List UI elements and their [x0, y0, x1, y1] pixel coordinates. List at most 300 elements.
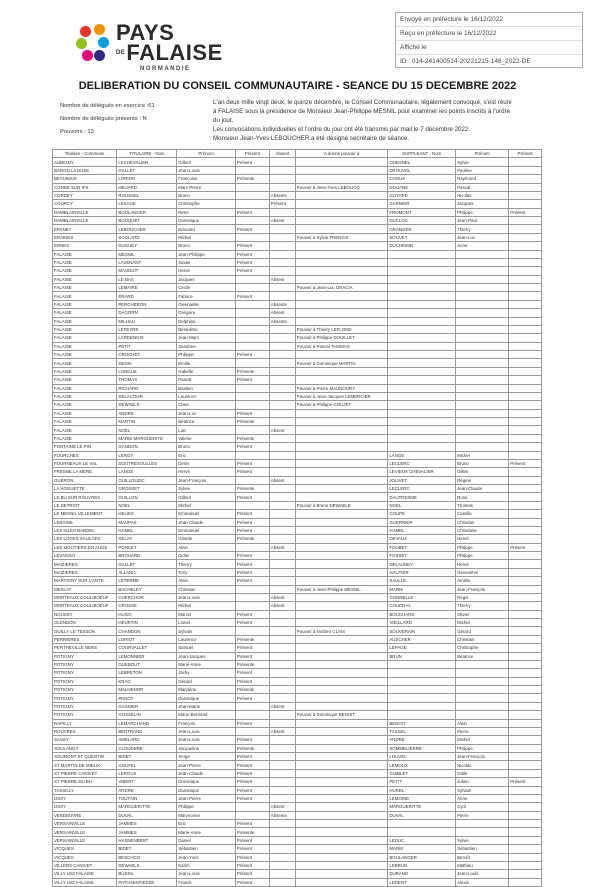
table-cell: LEFEVRE: [117, 325, 177, 333]
table-cell: Absent: [269, 275, 295, 283]
table-cell: [295, 593, 388, 601]
table-cell: [509, 686, 542, 694]
table-cell: Jean-Louis: [177, 593, 236, 601]
table-cell: [235, 727, 269, 735]
table-cell: Jean-Claude: [177, 769, 236, 777]
table-cell: [388, 384, 456, 392]
table-row: [53, 317, 542, 325]
table-cell: [509, 510, 542, 518]
table-cell: LONGUE: [117, 367, 177, 375]
table-cell: [295, 191, 388, 199]
table-cell: Présente: [235, 744, 269, 752]
table-cell: [295, 217, 388, 225]
stamp-line: ID : 014-241400514-20221215-146_2022-DE: [400, 58, 531, 65]
table-cell: POTIGNY: [53, 677, 117, 685]
table-cell: [456, 258, 509, 266]
table-cell: Jean-Pierre: [177, 761, 236, 769]
table-cell: [295, 644, 388, 652]
table-cell: LE BAS: [117, 275, 177, 283]
table-cell: BEAUMAIS: [53, 175, 117, 183]
table-cell: Jean-Louis: [177, 870, 236, 878]
table-cell: [295, 769, 388, 777]
table-cell: FONTAINE LE PIN: [53, 443, 117, 451]
table-cell: Jacques: [456, 200, 509, 208]
table-cell: Philippe: [456, 744, 509, 752]
table-cell: [269, 468, 295, 476]
table-row: [53, 803, 542, 811]
table-cell: LECHEVALIER: [117, 158, 177, 166]
table-cell: Jean-Paul: [456, 217, 509, 225]
table-cell: LE BU SUR ROUVRES: [53, 493, 117, 501]
table-cell: LEPAGE: [388, 644, 456, 652]
table-row: [53, 560, 542, 568]
table-cell: CONDE SUR IFS: [53, 183, 117, 191]
table-cell: Présente: [235, 367, 269, 375]
table-cell: [509, 560, 542, 568]
table-cell: ST PIERRE DU BU: [53, 778, 117, 786]
table-cell: [509, 828, 542, 836]
table-row: [53, 711, 542, 719]
table-cell: Michel: [456, 736, 509, 744]
table-cell: [269, 501, 295, 509]
table-cell: [295, 535, 388, 543]
table-cell: [295, 200, 388, 208]
table-cell: DELACOUR: [117, 392, 177, 400]
table-row: [53, 610, 542, 618]
table-cell: FALAISE: [53, 309, 117, 317]
table-row: [53, 719, 542, 727]
table-cell: Présent: [235, 820, 269, 828]
prefecture-stamp: [395, 12, 583, 68]
table-cell: DUVAL: [388, 811, 456, 819]
table-cell: [295, 845, 388, 853]
table-cell: [295, 166, 388, 174]
table-row: [53, 510, 542, 518]
table-cell: [269, 786, 295, 794]
table-cell: Absent: [269, 476, 295, 484]
table-cell: [509, 593, 542, 601]
table-cell: [456, 300, 509, 308]
table-cell: Dominique: [177, 786, 236, 794]
table-cell: [295, 175, 388, 183]
table-row: [53, 426, 542, 434]
table-cell: [269, 401, 295, 409]
table-row: [53, 409, 542, 417]
table-cell: [456, 384, 509, 392]
table-cell: [388, 309, 456, 317]
table-cell: Absent: [269, 426, 295, 434]
table-cell: USSY: [53, 803, 117, 811]
table-cell: [269, 761, 295, 769]
table-cell: [509, 535, 542, 543]
table-row: [53, 225, 542, 233]
table-cell: CLOUDERE: [117, 744, 177, 752]
table-cell: FALAISE: [53, 292, 117, 300]
table-cell: [295, 602, 388, 610]
table-cell: Odile: [456, 769, 509, 777]
table-row: [53, 820, 542, 828]
table-cell: [269, 292, 295, 300]
table-cell: LEROY: [117, 451, 177, 459]
table-cell: [235, 811, 269, 819]
table-cell: Michel: [456, 619, 509, 627]
table-cell: Pauline: [456, 166, 509, 174]
table-cell: [235, 476, 269, 484]
table-cell: Bénédicte: [177, 325, 236, 333]
attendance-table: [52, 149, 542, 887]
stamp-line: Reçu en préfecture le 16/12/2022: [396, 27, 582, 41]
table-row: [53, 267, 542, 275]
table-cell: OLENDON: [53, 619, 117, 627]
table-cell: Pouvoir à Sylvie FRENAIS: [295, 233, 388, 241]
logo-dot: [82, 50, 93, 61]
table-cell: [509, 744, 542, 752]
table-cell: FALAISE: [53, 325, 117, 333]
table-cell: Présent: [235, 644, 269, 652]
table-cell: Philippe: [456, 208, 509, 216]
table-cell: [509, 635, 542, 643]
table-cell: [509, 443, 542, 451]
table-cell: COURVALLET: [117, 644, 177, 652]
table-cell: FRESNE LA MERE: [53, 468, 117, 476]
table-cell: Alain: [177, 543, 236, 551]
table-cell: [235, 334, 269, 342]
table-cell: [509, 451, 542, 459]
table-cell: [295, 300, 388, 308]
table-row: [53, 501, 542, 509]
table-cell: Emmanuel: [177, 510, 236, 518]
table-cell: Eric: [177, 820, 236, 828]
table-cell: [295, 242, 388, 250]
table-cell: Présent: [509, 543, 542, 551]
table-row: [53, 233, 542, 241]
table-cell: [509, 501, 542, 509]
table-cell: Marc-Pierre: [177, 183, 236, 191]
table-cell: SASSY: [53, 736, 117, 744]
table-cell: LERAINE: [53, 518, 117, 526]
table-cell: BOUQUET: [117, 217, 177, 225]
table-cell: HASNENBERT: [117, 836, 177, 844]
table-cell: CORDEY: [53, 191, 117, 199]
table-cell: CHERCHOR: [117, 593, 177, 601]
quorum-info: [60, 100, 155, 139]
table-cell: BUSSIL: [117, 870, 177, 878]
table-cell: [456, 317, 509, 325]
table-row: [53, 811, 542, 819]
table-cell: JAMMES: [117, 828, 177, 836]
table-cell: [509, 175, 542, 183]
table-cell: Présent: [235, 510, 269, 518]
logo: [80, 20, 223, 77]
table-cell: OUESNEL: [388, 158, 456, 166]
table-cell: [509, 769, 542, 777]
table-cell: Jean-Jacques: [177, 652, 236, 660]
table-cell: Présent: [235, 493, 269, 501]
table-cell: [269, 644, 295, 652]
table-cell: OUILLY LE TESSON: [53, 627, 117, 635]
table-cell: Bruno: [177, 443, 236, 451]
table-row: [53, 208, 542, 216]
table-cell: [295, 811, 388, 819]
table-cell: Marie-Anne: [177, 660, 236, 668]
table-cell: SOUVET: [388, 233, 456, 241]
table-cell: Présent: [235, 778, 269, 786]
table-cell: [269, 828, 295, 836]
table-cell: [509, 878, 542, 886]
table-row: [53, 434, 542, 442]
table-row: [53, 669, 542, 677]
table-row: [53, 878, 542, 886]
logo-dot: [94, 50, 105, 61]
table-cell: PERCHERON: [117, 300, 177, 308]
table-cell: Geneviève: [456, 568, 509, 576]
table-cell: FALAISE: [53, 342, 117, 350]
table-cell: [269, 552, 295, 560]
table-cell: [388, 820, 456, 828]
table-cell: LES LOGES SAULCES: [53, 535, 117, 543]
table-cell: [388, 409, 456, 417]
table-cell: LARDENOIS: [117, 334, 177, 342]
table-cell: Pouvoir à Jean-Philippe MESNIL: [295, 585, 388, 593]
table-cell: [388, 317, 456, 325]
table-cell: [269, 351, 295, 359]
table-cell: [509, 300, 542, 308]
table-row: [53, 418, 542, 426]
table-row: [53, 761, 542, 769]
table-cell: ROUSSEL: [117, 191, 177, 199]
table-cell: Michel: [177, 233, 236, 241]
table-row: [53, 577, 542, 585]
table-cell: Présent: [235, 677, 269, 685]
table-cell: Pouvoir à Jean-Jacques LEMERCIER: [295, 392, 388, 400]
table-cell: [295, 443, 388, 451]
table-cell: [295, 451, 388, 459]
table-cell: Jean-Luc: [177, 409, 236, 417]
table-cell: [509, 627, 542, 635]
table-cell: [295, 459, 388, 467]
table-cell: Jean-Marc: [177, 334, 236, 342]
table-cell: [295, 577, 388, 585]
table-cell: [509, 476, 542, 484]
table-cell: [509, 568, 542, 576]
intro-paragraph: L'an deux mille vingt deux, le quinze décembre, le Conseil Communautaire, légalement convoqué, s'est réuni à FALAISE sous la présidence de Monsieur Jean-Philippe MESNIL pour examiner les points inscrits à l'ordre du jour.: [213, 99, 512, 124]
table-cell: Pouvoir à Philippe DOUILLET: [295, 334, 388, 342]
table-cell: GUEBOUT: [117, 660, 177, 668]
document-title: DELIBERATION DU CONSEIL COMMUNAUTAIRE - SEANCE DU 15 DECEMBRE 2022: [78, 80, 517, 92]
table-cell: [456, 401, 509, 409]
table-cell: Camille: [456, 510, 509, 518]
table-cell: Christophe: [456, 644, 509, 652]
table-cell: FALAISE: [53, 275, 117, 283]
table-cell: [269, 267, 295, 275]
table-cell: [509, 761, 542, 769]
table-cell: Pouvoir à Pierre MAUNOURY: [295, 384, 388, 392]
table-cell: [235, 342, 269, 350]
table-cell: [269, 258, 295, 266]
table-cell: DURAND: [388, 870, 456, 878]
table-cell: GROSSET: [117, 485, 177, 493]
table-cell: [509, 845, 542, 853]
table-cell: MAUPAS: [117, 518, 177, 526]
table-cell: Présent: [235, 351, 269, 359]
table-cell: Fabrice: [177, 292, 236, 300]
table-cell: [509, 384, 542, 392]
table-cell: Eric: [177, 451, 236, 459]
table-cell: [295, 610, 388, 618]
table-cell: [509, 702, 542, 710]
table-cell: [295, 292, 388, 300]
table-cell: [456, 702, 509, 710]
column-header: A donné pouvoir à: [295, 150, 388, 158]
table-cell: Gilbert: [177, 158, 236, 166]
table-cell: [456, 711, 509, 719]
table-cell: [509, 669, 542, 677]
logo-dot: [76, 38, 87, 49]
table-cell: DAUTRESME: [388, 493, 456, 501]
table-cell: [295, 552, 388, 560]
table-cell: LESAGE: [117, 200, 177, 208]
table-cell: [509, 351, 542, 359]
table-cell: Présent: [235, 769, 269, 777]
table-cell: [509, 861, 542, 869]
table-cell: LEMAIRE: [117, 284, 177, 292]
table-row: [53, 443, 542, 451]
table-cell: Présent: [235, 459, 269, 467]
table-cell: Sylvain: [177, 627, 236, 635]
table-cell: [509, 753, 542, 761]
table-cell: [269, 769, 295, 777]
table-cell: [509, 275, 542, 283]
table-cell: [269, 660, 295, 668]
table-cell: [509, 610, 542, 618]
table-cell: [456, 392, 509, 400]
table-cell: FALAISE: [53, 367, 117, 375]
table-cell: [235, 325, 269, 333]
table-cell: [456, 669, 509, 677]
table-cell: GUILLOUZIC: [117, 476, 177, 484]
table-cell: [456, 426, 509, 434]
table-cell: COURCY: [53, 200, 117, 208]
table-cell: [269, 183, 295, 191]
table-cell: [509, 158, 542, 166]
table-cell: Présent: [235, 610, 269, 618]
table-cell: [456, 820, 509, 828]
table-cell: Maryvonne: [177, 811, 236, 819]
table-cell: [509, 325, 542, 333]
table-cell: FALAISE: [53, 250, 117, 258]
table-cell: [269, 820, 295, 828]
table-cell: [269, 208, 295, 216]
table-cell: DAMBLAINVILLE: [53, 208, 117, 216]
table-cell: MILHAU: [117, 317, 177, 325]
table-cell: [269, 334, 295, 342]
table-cell: Présent: [235, 242, 269, 250]
table-cell: Edouard: [177, 225, 236, 233]
table-row: [53, 518, 542, 526]
table-cell: Présent: [235, 267, 269, 275]
table-cell: [295, 351, 388, 359]
table-cell: FOUBET: [388, 543, 456, 551]
table-cell: [295, 543, 388, 551]
table-cell: Absent: [269, 803, 295, 811]
table-cell: FALAISE: [53, 351, 117, 359]
table-row: [53, 334, 542, 342]
table-cell: LORIOT: [117, 635, 177, 643]
table-cell: Présent: [235, 568, 269, 576]
table-cell: Régine: [456, 476, 509, 484]
table-cell: [509, 719, 542, 727]
table-row: [53, 166, 542, 174]
table-cell: FROMONT: [388, 208, 456, 216]
table-cell: LEROUX: [117, 769, 177, 777]
table-cell: BARON LA BUSE: [53, 166, 117, 174]
table-cell: FALAISE: [53, 334, 117, 342]
table-cell: [509, 292, 542, 300]
table-cell: [295, 518, 388, 526]
table-cell: Sandrine: [177, 342, 236, 350]
table-cell: MARTIN: [117, 418, 177, 426]
table-row: [53, 292, 542, 300]
table-cell: GASNIER: [117, 702, 177, 710]
table-row: [53, 183, 542, 191]
table-cell: Christian: [177, 585, 236, 593]
table-cell: [509, 602, 542, 610]
table-cell: [388, 275, 456, 283]
stamp-line: Envoyé en préfecture le 16/12/2022: [396, 13, 582, 27]
logo-dot: [80, 26, 91, 37]
table-cell: VIBERT: [117, 778, 177, 786]
table-cell: FALAISE: [53, 434, 117, 442]
table-row: [53, 250, 542, 258]
table-cell: [509, 526, 542, 534]
table-cell: François: [177, 719, 236, 727]
table-cell: Didier: [177, 552, 236, 560]
table-cell: Benoît: [456, 853, 509, 861]
table-cell: [295, 367, 388, 375]
table-cell: Béatrice: [177, 418, 236, 426]
table-cell: Samuel: [177, 644, 236, 652]
table-cell: [269, 485, 295, 493]
table-cell: DAGORN: [117, 309, 177, 317]
table-cell: Pouvoir à Jean-Yves LEBOUCQ: [295, 183, 388, 191]
meeting-intro: [213, 98, 513, 143]
table-cell: Béatrice: [456, 652, 509, 660]
table-row: [53, 736, 542, 744]
table-cell: [269, 677, 295, 685]
table-cell: [456, 284, 509, 292]
table-cell: Présente: [235, 485, 269, 493]
table-cell: HAUTIER: [388, 568, 456, 576]
table-cell: [509, 803, 542, 811]
table-row: [53, 644, 542, 652]
table-cell: MARGUERITTE: [117, 803, 177, 811]
table-cell: BRUN: [388, 652, 456, 660]
table-cell: [456, 359, 509, 367]
table-cell: Présent: [509, 778, 542, 786]
table-cell: Absente: [269, 191, 295, 199]
table-cell: [509, 409, 542, 417]
table-cell: [269, 711, 295, 719]
table-cell: Présent: [235, 794, 269, 802]
table-cell: Présent: [235, 560, 269, 568]
table-cell: [269, 753, 295, 761]
table-cell: Jacky: [177, 669, 236, 677]
table-cell: RICHARD: [117, 384, 177, 392]
table-row: [53, 476, 542, 484]
table-cell: Hervé: [456, 535, 509, 543]
table-cell: Jean-Louis: [177, 727, 236, 735]
table-row: [53, 376, 542, 384]
